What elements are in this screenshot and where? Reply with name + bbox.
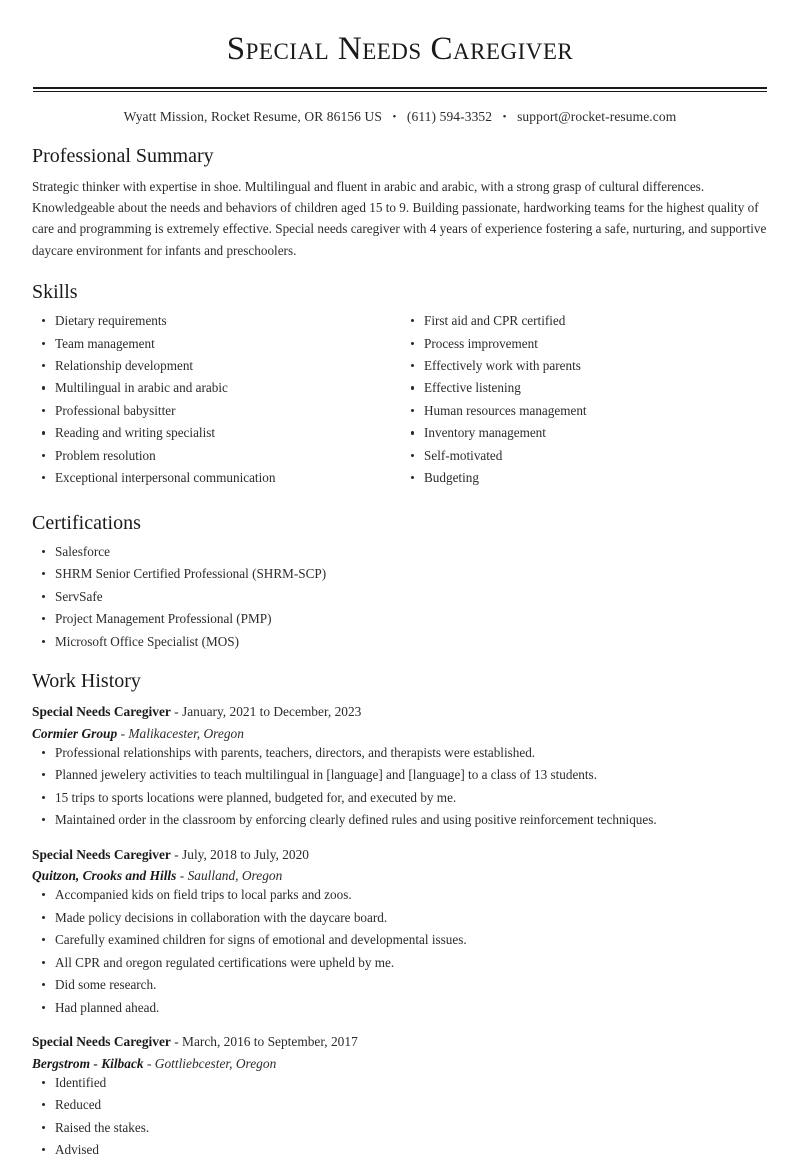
certifications-list <box>32 543 768 651</box>
job-company-line <box>32 1054 768 1074</box>
list-item: Professional relationships with parents, teachers, directors, and therapists were established. <box>32 744 768 762</box>
list-item: Carefully examined children for signs of emotional and developmental issues. <box>32 931 768 949</box>
work-history-entry <box>32 1032 768 1159</box>
list-item: Team management <box>32 335 400 353</box>
work-history-entry <box>32 845 768 1016</box>
list-item: Salesforce <box>32 543 768 561</box>
header-divider <box>32 87 768 92</box>
list-item: Process improvement <box>401 335 768 353</box>
list-item: Professional babysitter <box>32 402 400 420</box>
list-item: Accompanied kids on field trips to local parks and zoos. <box>32 886 768 904</box>
list-item: Exceptional interpersonal communication <box>32 469 400 487</box>
list-item: Effectively work with parents <box>401 357 768 375</box>
list-item: Dietary requirements <box>32 312 400 330</box>
list-item: Project Management Professional (PMP) <box>32 610 768 628</box>
list-item: All CPR and oregon regulated certifications were upheld by me. <box>32 954 768 972</box>
section-work-history <box>32 668 768 1159</box>
list-item: Advised <box>32 1141 768 1159</box>
job-title-line <box>32 845 768 865</box>
section-heading-skills: Skills <box>32 281 78 304</box>
list-item: 15 trips to sports locations were planned, budgeted for, and executed by me. <box>32 789 768 807</box>
skills-list-right <box>401 312 768 487</box>
job-dates: March, 2016 to September, 2017 <box>182 1034 358 1050</box>
job-title-line <box>32 702 768 722</box>
skills-column-right <box>400 312 768 492</box>
job-dates: July, 2018 to July, 2020 <box>182 847 309 863</box>
list-item: Reduced <box>32 1096 768 1114</box>
job-title: Special Needs Caregiver <box>32 704 171 720</box>
job-company: Cormier Group <box>32 725 118 741</box>
summary-paragraph: Strategic thinker with expertise in shoe. Multilingual and fluent in arabic and arabic, with a strong grasp of cultural differences. Knowledgeable about the needs and behaviors of children aged 15 to 9. Building passionate, hardworking teams for the highest quality of care and programming is extremely effective. Special needs caregiver with 4 years of experience fostering a safe, nurturing, and supportive daycare environment for infants and preschoolers. <box>32 178 767 258</box>
list-item: ServSafe <box>32 588 768 606</box>
section-professional-summary <box>32 143 768 262</box>
list-item: Effective listening <box>401 379 768 397</box>
divider-rule-bottom <box>33 91 767 92</box>
list-item: Did some research. <box>32 976 768 994</box>
job-company: Bergstrom - Kilback <box>32 1055 144 1071</box>
job-responsibilities-list <box>32 886 768 1016</box>
work-history-entry <box>32 702 768 829</box>
section-skills <box>32 279 768 492</box>
section-heading-work-history: Work History <box>32 670 141 693</box>
job-location: Malikacester, Oregon <box>128 725 244 741</box>
section-heading-certifications: Certifications <box>32 511 141 534</box>
list-item: Inventory management <box>401 424 768 442</box>
contact-line <box>32 109 768 125</box>
skills-column-left <box>32 312 400 492</box>
list-item: Self-motivated <box>401 447 768 465</box>
list-item: Maintained order in the classroom by enforcing clearly defined rules and using positive reinforcement techniques. <box>32 811 768 829</box>
list-item: Had planned ahead. <box>32 999 768 1017</box>
resume-title: Special Needs Caregiver <box>226 31 574 67</box>
list-item: Problem resolution <box>32 447 400 465</box>
list-item: Relationship development <box>32 357 400 375</box>
contact-address: Wyatt Mission, Rocket Resume, OR 86156 US <box>123 108 382 124</box>
job-company-line <box>32 866 768 886</box>
contact-email[interactable]: support@rocket-resume.com <box>517 108 677 124</box>
list-item: Planned jewelery activities to teach multilingual in [language] and [language] to a class of 13 students. <box>32 766 768 784</box>
job-dash: - <box>174 847 179 863</box>
contact-phone[interactable]: (611) 594-3352 <box>406 108 493 124</box>
list-item: Multilingual in arabic and arabic <box>32 379 400 397</box>
list-item: Reading and writing specialist <box>32 424 400 442</box>
job-dash: - <box>120 725 126 741</box>
list-item: Human resources management <box>401 402 768 420</box>
job-dates: January, 2021 to December, 2023 <box>182 704 362 720</box>
list-item: Microsoft Office Specialist (MOS) <box>32 633 768 651</box>
job-title: Special Needs Caregiver <box>32 847 171 863</box>
list-item: Raised the stakes. <box>32 1119 768 1137</box>
section-heading-summary: Professional Summary <box>32 144 214 167</box>
job-title-line <box>32 1032 768 1052</box>
skills-list-left <box>32 312 400 487</box>
list-item: Made policy decisions in collaboration with the daycare board. <box>32 909 768 927</box>
job-dash: - <box>174 704 179 720</box>
section-certifications <box>32 510 768 651</box>
skills-columns <box>32 312 768 492</box>
job-dash: - <box>174 1034 179 1050</box>
job-dash: - <box>179 868 185 884</box>
job-dash: - <box>146 1055 152 1071</box>
job-responsibilities-list <box>32 1074 768 1159</box>
job-company: Quitzon, Crooks and Hills <box>32 868 177 884</box>
list-item: SHRM Senior Certified Professional (SHRM-SCP) <box>32 565 768 583</box>
list-item: Budgeting <box>401 469 768 487</box>
job-location: Saulland, Oregon <box>187 868 283 884</box>
list-item: Identified <box>32 1074 768 1092</box>
job-location: Gottliebcester, Oregon <box>154 1055 277 1071</box>
list-item: First aid and CPR certified <box>401 312 768 330</box>
contact-separator-1: • <box>392 110 397 123</box>
job-responsibilities-list <box>32 744 768 829</box>
job-company-line <box>32 724 768 744</box>
contact-separator-2: • <box>502 110 507 123</box>
job-title: Special Needs Caregiver <box>32 1034 171 1050</box>
